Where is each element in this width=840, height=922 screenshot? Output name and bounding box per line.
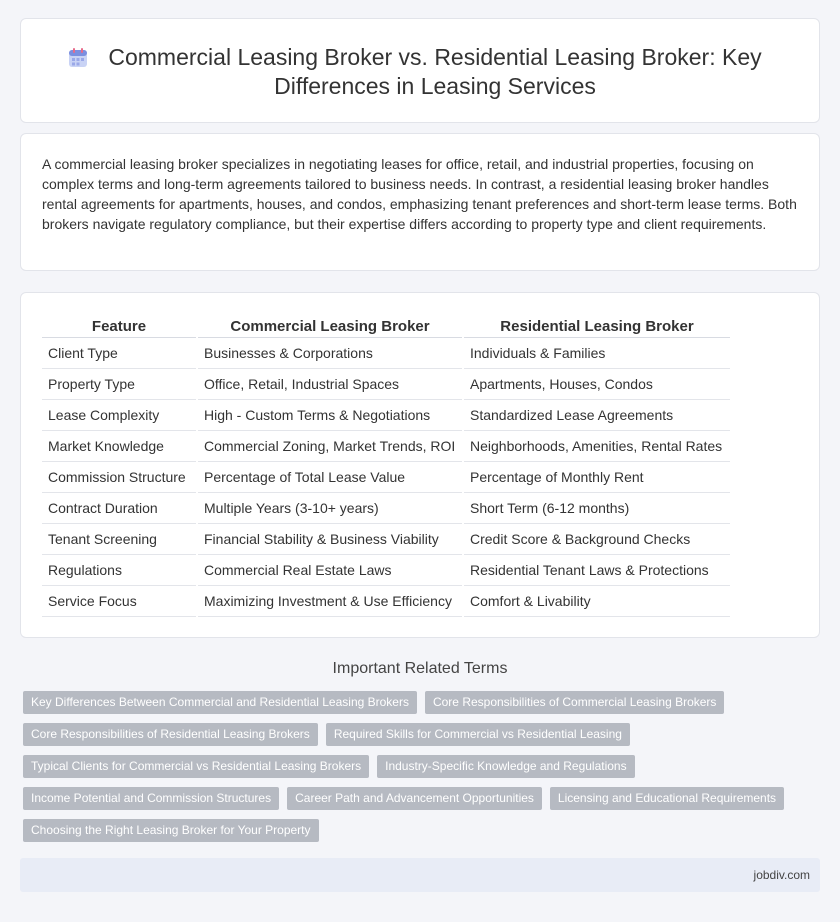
related-terms-title: Important Related Terms: [332, 660, 508, 677]
table-cell: Lease Complexity: [42, 400, 197, 431]
related-terms-list: [23, 691, 803, 851]
related-term-tag[interactable]: Licensing and Educational Requirements: [550, 787, 784, 810]
table-cell: Tenant Screening: [42, 524, 197, 555]
comparison-table: [42, 315, 730, 617]
table-cell: Comfort & Livability: [463, 586, 730, 617]
table-row: [42, 586, 730, 617]
table-cell: Standardized Lease Agreements: [463, 400, 730, 431]
table-cell: Businesses & Corporations: [197, 338, 463, 369]
related-term-tag[interactable]: Typical Clients for Commercial vs Residential Leasing Brokers: [23, 755, 369, 778]
table-cell: Office, Retail, Industrial Spaces: [197, 369, 463, 400]
table-cell: Regulations: [42, 555, 197, 586]
table-cell: Commission Structure: [42, 462, 197, 493]
table-row: [42, 338, 730, 369]
related-term-tag[interactable]: Required Skills for Commercial vs Residential Leasing: [326, 723, 630, 746]
table-cell: Apartments, Houses, Condos: [463, 369, 730, 400]
table-row: [42, 555, 730, 586]
intro-paragraph: A commercial leasing broker specializes in negotiating leases for office, retail, and industrial properties, focusing on complex terms and long-term agreements tailored to business needs. In contrast, a residential leasing broker handles rental agreements for apartments, houses, and condos, emphasizing tenant preferences and short-term lease terms. Both brokers navigate regulatory compliance, but their expertise differs according to property type and client requirements.: [42, 156, 797, 232]
table-cell: Maximizing Investment & Use Efficiency: [197, 586, 463, 617]
table-cell: Service Focus: [42, 586, 197, 617]
column-header-commercial: Commercial Leasing Broker: [197, 315, 463, 338]
table-row: [42, 400, 730, 431]
table-cell: High - Custom Terms & Negotiations: [197, 400, 463, 431]
table-row: [42, 431, 730, 462]
table-cell: Percentage of Monthly Rent: [463, 462, 730, 493]
table-cell: Commercial Zoning, Market Trends, ROI: [197, 431, 463, 462]
related-term-tag[interactable]: Key Differences Between Commercial and Residential Leasing Brokers: [23, 691, 417, 714]
table-row: [42, 493, 730, 524]
table-cell: Short Term (6-12 months): [463, 493, 730, 524]
table-row: [42, 462, 730, 493]
table-cell: Multiple Years (3-10+ years): [197, 493, 463, 524]
table-cell: Commercial Real Estate Laws: [197, 555, 463, 586]
page-title: Commercial Leasing Broker vs. Residential Leasing Broker: Key Differences in Leasing Services: [108, 44, 762, 99]
table-cell: Property Type: [42, 369, 197, 400]
related-term-tag[interactable]: Choosing the Right Leasing Broker for Your Property: [23, 819, 319, 842]
intro-card: [20, 133, 820, 271]
related-term-tag[interactable]: Core Responsibilities of Residential Leasing Brokers: [23, 723, 318, 746]
table-cell: Client Type: [42, 338, 197, 369]
table-cell: Contract Duration: [42, 493, 197, 524]
table-header-row: [42, 315, 730, 338]
footer: [20, 858, 820, 892]
column-header-residential: Residential Leasing Broker: [463, 315, 730, 338]
related-term-tag[interactable]: Industry-Specific Knowledge and Regulations: [377, 755, 634, 778]
related-term-tag[interactable]: Income Potential and Commission Structures: [23, 787, 279, 810]
table-cell: Financial Stability & Business Viability: [197, 524, 463, 555]
comparison-table-card: [20, 292, 820, 638]
table-row: [42, 524, 730, 555]
table-cell: Individuals & Families: [463, 338, 730, 369]
table-cell: Market Knowledge: [42, 431, 197, 462]
related-term-tag[interactable]: Career Path and Advancement Opportunities: [287, 787, 542, 810]
header-card: [20, 18, 820, 123]
related-term-tag[interactable]: Core Responsibilities of Commercial Leasing Brokers: [425, 691, 724, 714]
footer-site-link[interactable]: jobdiv.com: [753, 868, 810, 882]
table-cell: Credit Score & Background Checks: [463, 524, 730, 555]
column-header-feature: Feature: [42, 315, 197, 338]
table-cell: Percentage of Total Lease Value: [197, 462, 463, 493]
table-cell: Residential Tenant Laws & Protections: [463, 555, 730, 586]
table-row: [42, 369, 730, 400]
table-cell: Neighborhoods, Amenities, Rental Rates: [463, 431, 730, 462]
